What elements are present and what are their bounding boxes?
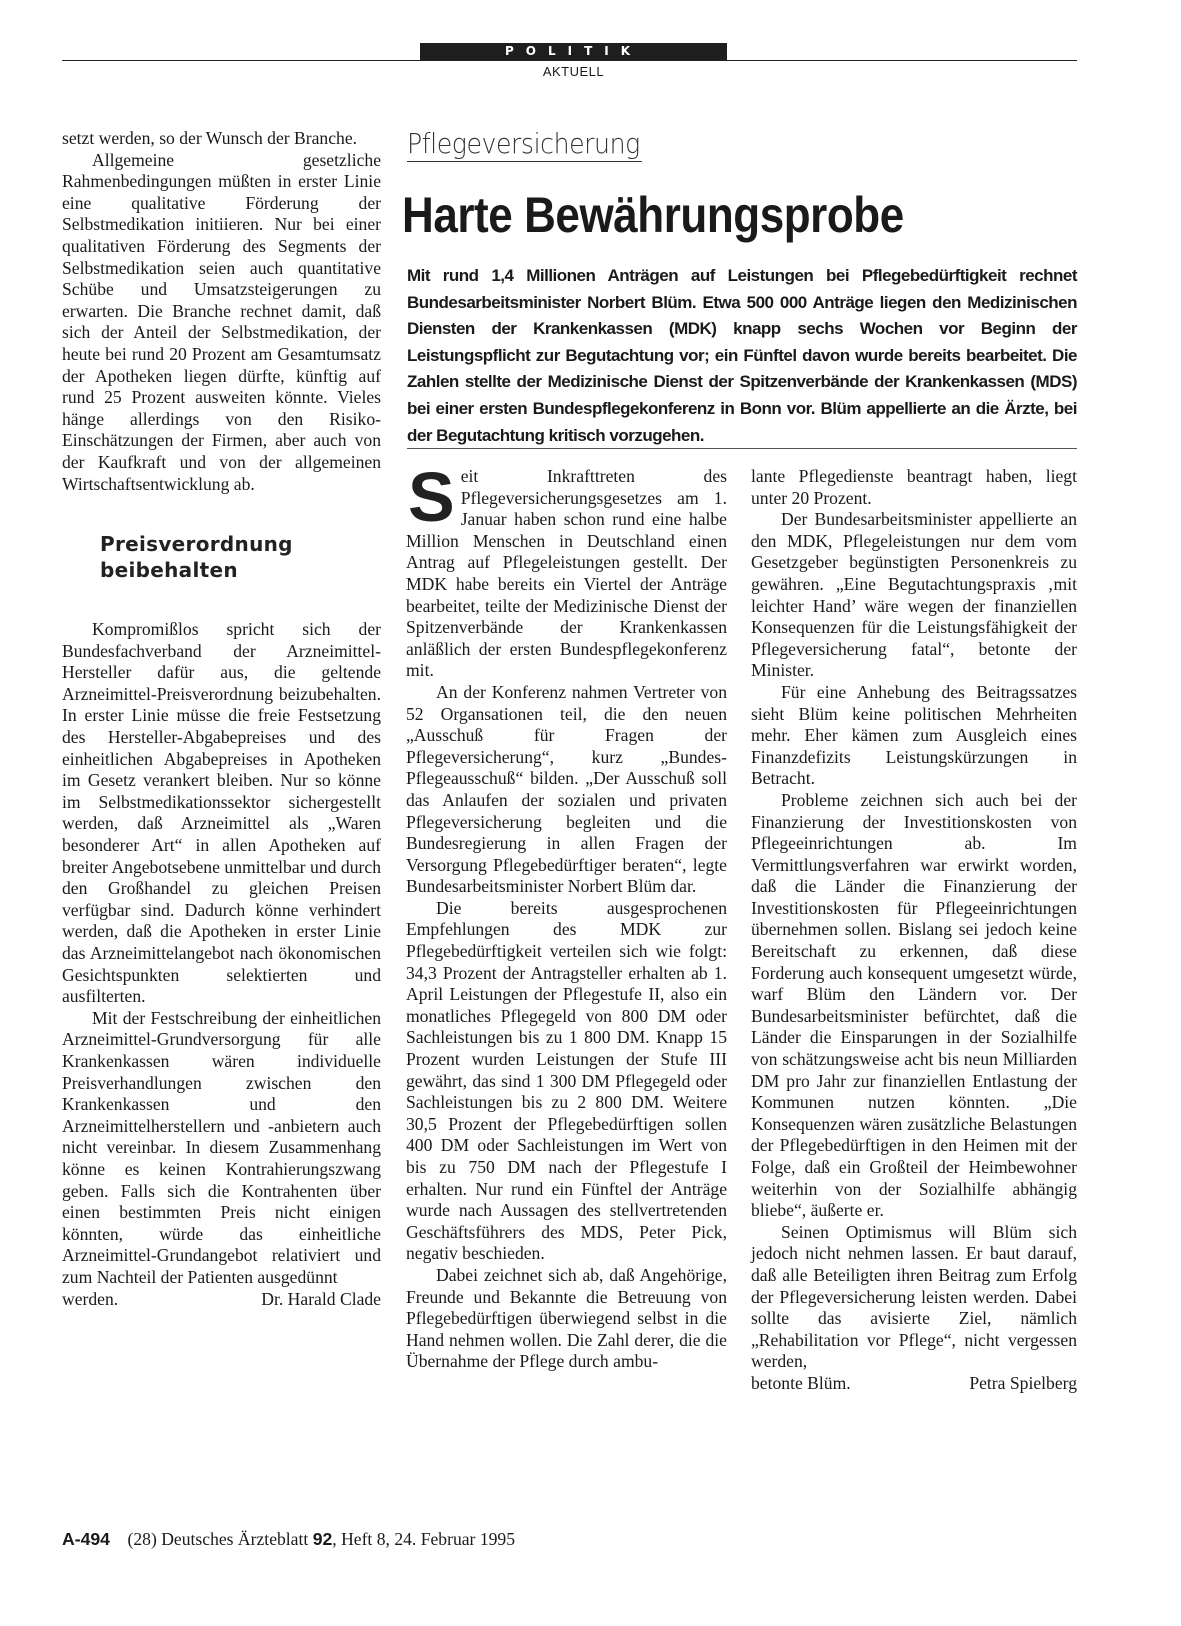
right-signature-row: [751, 1373, 1077, 1395]
lead-divider: [407, 448, 1077, 449]
left-paragraph-3: Kompromißlos spricht sich der Bundesfachverband der Arzneimittel-Hersteller dafür aus, die geltende Arzneimittel-Preisverordnung beizubehalten. In erster Linie müsse die freie Festsetzung des Hersteller-Abgabepreises und des einheitlichen Abgabepreises in Apotheken im Gesetz verankert bleiben. Nur so könne im Selbstmedikationssektor sichergestellt werden, daß Arzneimittel als „Waren besonderer Art“ in allen Apotheken auf breiter Angebotsebene unmittelbar und durch den Großhandel zu gleichen Preisen verfügbar sind. Dadurch könne verhindert werden, daß die Apotheken in erster Linie das Arzneimittelangebot nach ökonomischen Gesichtspunkten selektierten und ausfilterten.: [62, 619, 381, 1007]
right-paragraph-3: Für eine Anhebung des Beitragssatzes sieht Blüm keine politischen Mehrheiten mehr. Eher kämen zum Ausgleich eines Finanzdefizits Leistungskürzungen in Betracht.: [751, 681, 1077, 789]
left-paragraph-4: Mit der Festschreibung der einheitlichen Arzneimittel-Grundversorgung für alle Krankenkassen wären individuelle Preisverhandlungen zwischen den Krankenkassen und den Arzneimittelherstellern und -anbietern auch nicht vereinbar. In diesem Zusammenhang könne es keinen Kontrahierungszwang geben. Falls sich die Kontrahenten über einen bestimmten Preis nicht einigen könnten, würde das einheitliche Arzneimittel-Grundangebot relativiert und zum Nachteil der Patienten ausgedünnt: [62, 1007, 381, 1287]
subsection-label: AKTUELL: [542, 64, 605, 79]
footer-issue-suffix: , Heft 8, 24. Februar 1995: [332, 1529, 516, 1549]
page-footer: [62, 1529, 515, 1550]
mid-paragraph-4: Dabei zeichnet sich ab, daß Angehörige, Freunde und Bekannte die Betreuung von Pflegebedürftigen überwiegend selbst in die Hand nehmen wollen. Die Zahl derer, die die Übernahme der Pflege durch ambu-: [406, 1264, 727, 1372]
article-author: Petra Spielberg: [969, 1372, 1077, 1393]
right-paragraph-4: Probleme zeichnen sich auch bei der Finanzierung der Investitionskosten von Pflegeeinrichtungen ab. Im Vermittlungsverfahren war erwirkt worden, daß die Länder die Finanzierung der Investitionskosten für Pflegeeinrichtungen übernehmen sollen. Bislang sei jedoch keine Bereitschaft zu erkennen, daß diese Forderung auch konsequent umgesetzt würde, warf Blüm den Ländern vor. Der Bundesarbeitsminister befürchtet, daß die Länder die Einsparungen in der Sozialhilfe von schätzungsweise acht bis neun Milliarden DM pro Jahr zur finanziellen Entlastung der Kommunen nutzen könnten. „Die Konsequenzen wären zusätzliche Belastungen der Pflegebedürftigen in den Heimen mit der Folge, daß ein Großteil der Heimbewohner weiterhin von der Sozialhilfe abhängig bliebe“, äußerte er.: [751, 789, 1077, 1221]
subheading-line-1: Preisverordnung: [100, 532, 293, 557]
subheading: [100, 531, 381, 583]
right-paragraph-1: lante Pflegedienste beantragt haben, liegt unter 20 Prozent.: [751, 466, 1077, 508]
subheading-line-2: beibehalten: [100, 558, 238, 583]
page-number: A-494: [62, 1529, 110, 1549]
right-column: [751, 466, 1077, 1395]
footer-issue-prefix: (28) Deutsches Ärzteblatt: [127, 1529, 309, 1549]
left-last-word: werden.: [62, 1288, 119, 1309]
right-last-words: betonte Blüm.: [751, 1372, 851, 1393]
header-rule: [62, 60, 1077, 61]
left-paragraph-1: setzt werden, so der Wunsch der Branche.: [62, 128, 358, 148]
mid-paragraph-3: Die bereits ausgesprochenen Empfehlungen des MDK zur Pflegebedürftigkeit verteilen sich wie folgt: 34,3 Prozent der Antragsteller erhalten ab 1. April Leistungen der Pflegestufe II, also ein monatliches Pflegegeld von 800 DM oder Sachleistungen bis zu 1 800 DM. Knapp 15 Prozent wurden Leistungen der Stufe III gewährt, das sind 1 300 DM Pflegegeld oder Sachleistungen bis zu 2 800 DM. Weitere 30,5 Prozent der Pflegebedürftigen sollen 400 DM oder Sachleistungen im Wert von bis zu 750 DM nach der Pflegestufe I erhalten. Nur rund ein Fünftel der Anträge wurde nach Aussagen des stellvertretenden Geschäftsführers des MDS, Peter Pick, negativ beschieden.: [406, 897, 727, 1264]
article-lead: Mit rund 1,4 Millionen Anträgen auf Leistungen bei Pflegebedürftigkeit rechnet Bundesarbeitsminister Norbert Blüm. Etwa 500 000 Anträge liegen den Medizinischen Diensten der Krankenkassen (MDK) knapp sechs Wochen vor Beginn der Leistungspflicht zur Begutachtung vor; ein Fünftel davon wurde bereits bearbeitet. Die Zahlen stellte der Medizinische Dienst der Spitzenverbände der Krankenkassen (MDS) bei einer ersten Bundespflegekonferenz in Bonn vor. Blüm appellierte an die Ärzte, bei der Begutachtung kritisch vorzugehen.: [407, 266, 1077, 445]
article-kicker: Pflegeversicherung: [407, 127, 640, 160]
mid-paragraph-1: [406, 458, 727, 682]
drop-cap: S: [408, 458, 455, 536]
left-signature-row: [62, 1289, 381, 1311]
middle-column: [406, 458, 727, 1373]
right-paragraph-2: Der Bundesarbeitsminister appellierte an den MDK, Pflegeleistungen nur dem vom Gesetzgeber begünstigten Personenkreis zu gewähren. „Eine Begutachtungspraxis ‚mit leichter Hand’ wäre wegen der finanziellen Konsequenzen für die Leistungsfähigkeit der Pflegeversicherung fatal“, betonte der Minister.: [751, 509, 1077, 681]
mid-paragraph-1-text: eit Inkrafttreten des Pflegeversicherungsgesetzes am 1. Januar haben schon rund eine halbe Million Menschen in Deutschland einen Antrag auf Pflegeleistungen gestellt. Der MDK habe bereits ein Viertel der Anträge bearbeitet, teilte der Medizinische Dienst der Spitzenverbände der Krankenkassen anläßlich der ersten Bundespflegekonferenz mit.: [406, 466, 727, 681]
right-paragraph-5: Seinen Optimismus will Blüm sich jedoch nicht nehmen lassen. Er baut darauf, daß alle Beteiligten ihren Beitrag zum Erfolg der Pflegeversicherung leisten werden. Dabei sollte das avisierte Ziel, nämlich „Rehabilitation vor Pflege“, nicht vergessen werden,: [751, 1221, 1077, 1372]
left-column: [62, 128, 381, 1310]
mid-paragraph-2: An der Konferenz nahmen Vertreter von 52 Organsationen teil, die den neuen „Ausschuß für Fragen der Pflegeversicherung“, kurz „Bundes-Pflegeausschuß“ bilden. „Der Ausschuß soll das Anlaufen der sozialen und privaten Pflegeversicherung begleiten und die Bundesregierung in allen Fragen der Versorgung Pflegebedürftiger beraten“, legte Bundesarbeitsminister Norbert Blüm dar.: [406, 681, 727, 897]
section-label: POLITIK: [420, 43, 727, 60]
left-paragraph-2: Allgemeine gesetzliche Rahmenbedingungen müßten in erster Linie eine qualitative Förderung der Selbstmedikation initiieren. Nur bei einer qualitativen Förderung des Segments der Selbstmedikation seien auch quantitative Schübe und Umsatzsteigerungen zu erwarten. Die Branche rechnet damit, daß sich der Anteil der Selbstmedikation, der heute bei rund 20 Prozent am Gesamtumsatz der Apotheken liegen dürfte, künftig auf rund 25 Prozent ausweiten könnte. Vieles hänge allerdings von den Risiko-Einschätzungen der Firmen, aber auch von der Kaufkraft und von der allgemeinen Wirtschaftsentwicklung ab.: [62, 149, 381, 494]
left-author: Dr. Harald Clade: [261, 1288, 381, 1309]
article-headline: Harte Bewährungsprobe: [402, 187, 904, 243]
footer-volume: 92: [312, 1529, 333, 1549]
